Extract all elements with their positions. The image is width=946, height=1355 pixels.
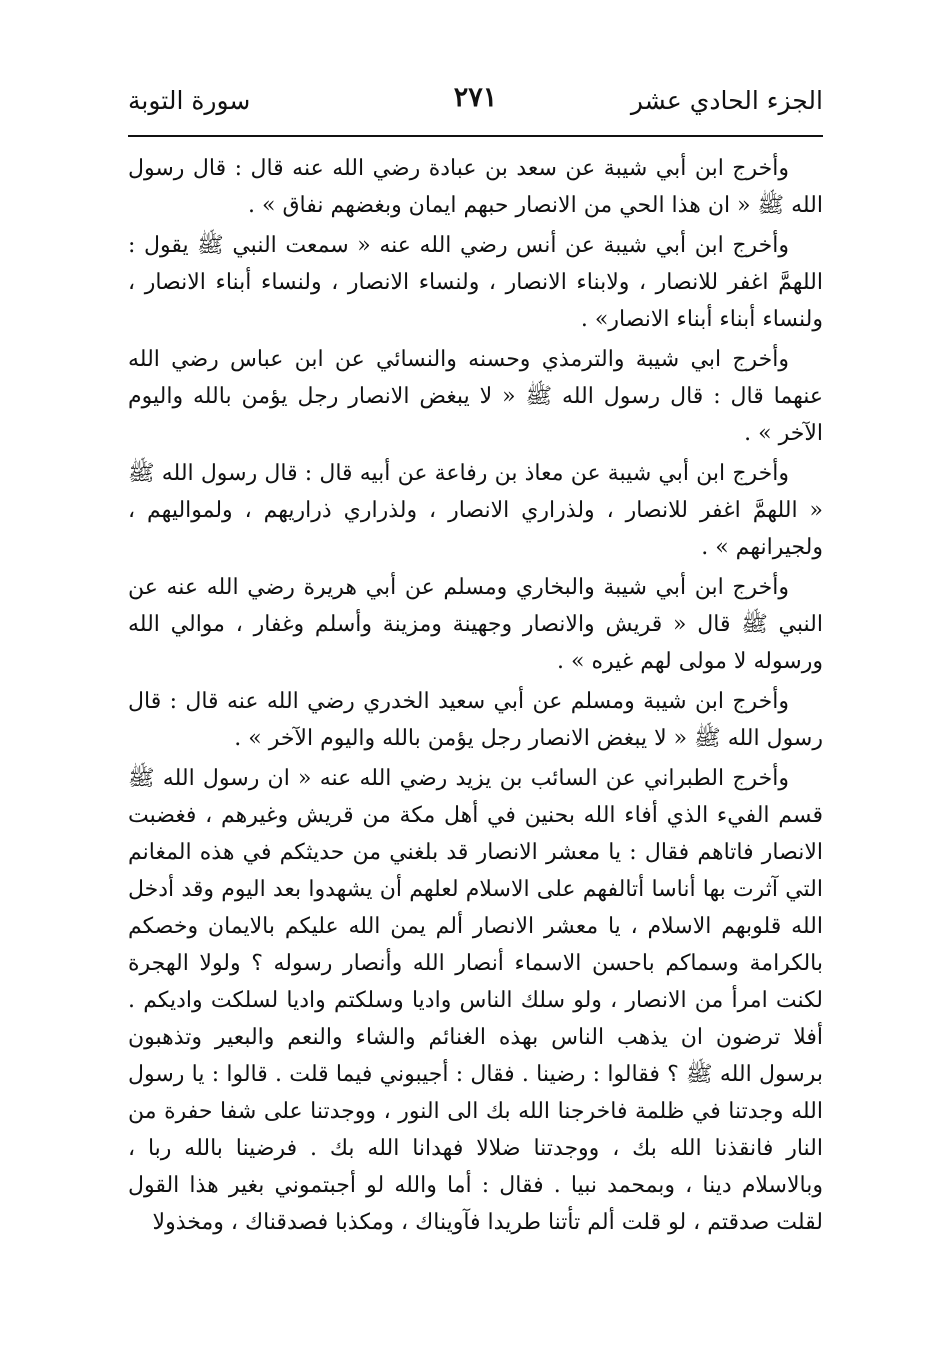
body-text [128, 150, 823, 1244]
paragraph: وأخرج الطبراني عن السائب بن يزيد رضي الله عنه « ان رسول الله ﷺ قسم الفيء الذي أفاء الله بحنين في أهل مكة من قريش وغيرهم ، فغضبت الانصار فاتاهم فقال : يا معشر الانصار قد بلغني من حديثكم في هذه المغانم التي آثرت بها أناسا أتالفهم على الاسلام لعلهم أن يشهدوا بعد اليوم وقد أدخل الله قلوبهم الاسلام ، يا معشر الانصار ألم يمن الله عليكم بالايمان وخصكم بالكرامة وسماكم باحسن الاسماء أنصار الله وأنصار رسوله ؟ ولولا الهجرة لكنت امرأ من الانصار ، ولو سلك الناس واديا وسلكتم واديا لسلكت واديكم . أفلا ترضون ان يذهب الناس بهذه الغنائم والشاء والنعم والبعير وتذهبون برسول الله ﷺ ؟ فقالوا : رضينا . فقال : أجيبوني فيما قلت . قالوا : يا رسول الله وجدتنا في ظلمة فاخرجنا الله بك الى النور ، ووجدتنا على شفا حفرة من النار فانقذنا الله بك ، ووجدتنا ضلالا فهدانا الله بك . فرضينا بالله ربا ، وبالاسلام دينا ، وبمحمد نبيا . فقال : أما والله لو أجبتموني بغير هذا القول لقلت صدقتم ، لو قلت ألم تأتنا طريدا فآويناك ، ومكذبا فصدقناك ، ومخذولا [128, 766, 823, 1235]
paragraph: وأخرج ابن أبي شيبة عن أنس رضي الله عنه « سمعت النبي ﷺ يقول : اللهمَّ اغفر للانصار ، ولابناء الانصار ، ولنساء الانصار ، ولنساء أبناء الانصار ، ولنساء أبناء أبناء الانصار» . [128, 233, 823, 332]
paragraph: وأخرج ابن أبي شيبة والبخاري ومسلم عن أبي هريرة رضي الله عنه عن النبي ﷺ قال « قريش والانصار وجهينة ومزينة وأسلم وغفار ، موالي الله ورسوله لا مولى لهم غيره » . [128, 575, 823, 674]
running-head [128, 80, 823, 128]
paragraph: وأخرج ابن أبي شيبة عن معاذ بن رفاعة عن أبيه قال : قال رسول الله ﷺ « اللهمَّ اغفر للانصار ، ولذراري الانصار ، ولذراري ذراريهم ، ولمواليهم ، ولجيرانهم » . [128, 461, 823, 560]
surah-title: سورة التوبة [128, 86, 251, 115]
page-number: ٢٧١ [453, 82, 498, 113]
header-rule [128, 135, 823, 137]
part-title: الجزء الحادي عشر [630, 86, 823, 115]
paragraph: وأخرج ابن شيبة ومسلم عن أبي سعيد الخدري رضي الله عنه قال : قال رسول الله ﷺ « لا يبغض الانصار رجل يؤمن بالله واليوم الآخر » . [128, 689, 823, 751]
paragraph: وأخرج ابن أبي شيبة عن سعد بن عبادة رضي الله عنه قال : قال رسول الله ﷺ « ان هذا الحي من الانصار حبهم ايمان وبغضهم نفاق » . [128, 156, 823, 218]
paragraph: وأخرج ابي شيبة والترمذي وحسنه والنسائي عن ابن عباس رضي الله عنهما قال : قال رسول الله ﷺ « لا يبغض الانصار رجل يؤمن بالله واليوم الآخر » . [128, 347, 823, 446]
